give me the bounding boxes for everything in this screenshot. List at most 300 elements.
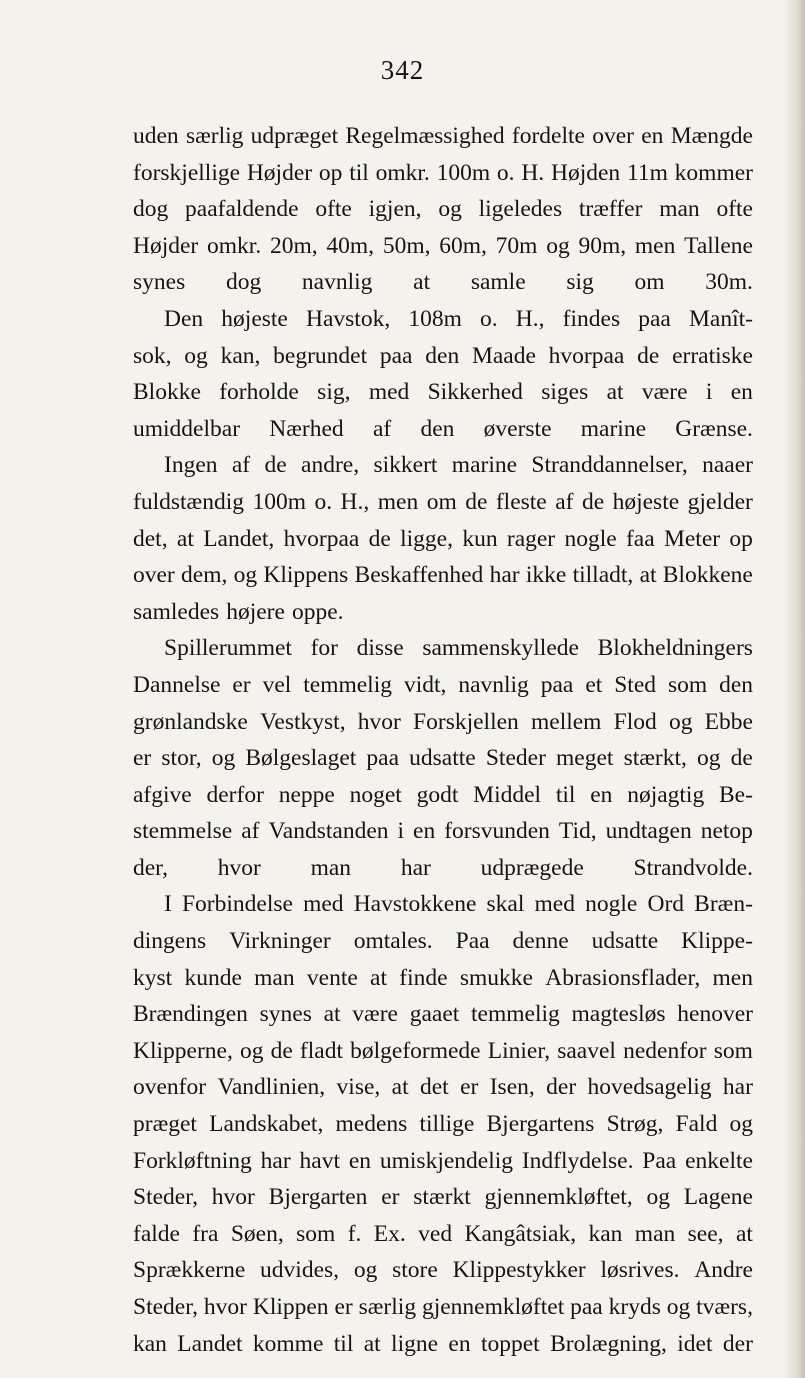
word: kan bbox=[133, 1330, 167, 1357]
word: Strandvolde. bbox=[633, 854, 753, 881]
word: med bbox=[303, 891, 344, 918]
word: har bbox=[722, 1074, 753, 1101]
word: igjen, bbox=[368, 196, 422, 223]
word: hvor bbox=[217, 854, 261, 881]
word: synes bbox=[259, 1001, 312, 1028]
word: netop bbox=[700, 818, 753, 845]
word: tilladt, bbox=[572, 562, 634, 589]
word: den bbox=[420, 415, 455, 442]
word: 108m bbox=[408, 305, 462, 332]
word: hvorpaa bbox=[548, 342, 625, 369]
word: præget bbox=[133, 1111, 197, 1138]
text-line bbox=[133, 635, 753, 672]
word: oppe. bbox=[291, 598, 344, 625]
word: til bbox=[333, 1330, 354, 1357]
word: de bbox=[465, 488, 488, 515]
word: ovenfor bbox=[133, 1074, 207, 1101]
word: fordelte bbox=[511, 123, 585, 149]
word: I bbox=[164, 891, 172, 918]
word: man bbox=[634, 1220, 676, 1247]
word: en bbox=[590, 781, 613, 808]
text-line bbox=[133, 489, 753, 526]
word: men bbox=[712, 964, 753, 991]
word: 11m bbox=[626, 159, 668, 186]
word: Højder bbox=[246, 159, 313, 186]
word: være bbox=[352, 1001, 398, 1028]
word: sikkert bbox=[373, 452, 438, 479]
word: Linier, bbox=[487, 1037, 551, 1064]
word: i bbox=[397, 818, 405, 845]
word: at bbox=[363, 1330, 381, 1357]
text-line bbox=[133, 123, 753, 160]
word: Tallene bbox=[684, 232, 753, 259]
word: for bbox=[310, 635, 338, 662]
word: Bjergarten bbox=[268, 1184, 368, 1211]
word: Indflydelse. bbox=[521, 1147, 634, 1174]
word: der, bbox=[133, 854, 168, 881]
word: paa bbox=[570, 1294, 603, 1320]
word: med bbox=[368, 379, 410, 406]
word: som bbox=[296, 1220, 336, 1247]
word: og bbox=[211, 745, 236, 772]
word: saavel bbox=[557, 1037, 616, 1064]
word: Isen, bbox=[489, 1074, 535, 1101]
word: toppet bbox=[480, 1330, 540, 1357]
word: ligge, bbox=[400, 525, 453, 552]
text-line bbox=[133, 343, 753, 380]
text-line bbox=[133, 379, 753, 416]
word: har bbox=[489, 562, 520, 589]
word: umiddelbar bbox=[133, 415, 241, 442]
word: nedenfor bbox=[623, 1037, 707, 1064]
word: havt bbox=[299, 1147, 340, 1174]
word: Vandstanden bbox=[268, 818, 389, 845]
word: ofte bbox=[315, 196, 352, 223]
text-line bbox=[133, 1221, 753, 1258]
word: ligeledes bbox=[478, 196, 563, 223]
text-line bbox=[133, 855, 753, 892]
word: Fald bbox=[675, 1111, 718, 1138]
word: den bbox=[719, 671, 753, 698]
word: sig bbox=[566, 269, 594, 296]
word: højeste bbox=[221, 305, 288, 332]
text-line bbox=[133, 1001, 753, 1038]
word: ved bbox=[418, 1220, 453, 1247]
word: dog bbox=[133, 196, 169, 223]
word: Tid, bbox=[558, 818, 597, 845]
word: Strøg, bbox=[606, 1111, 664, 1138]
word: en bbox=[730, 379, 753, 406]
word: er bbox=[460, 1074, 479, 1101]
word: Steder bbox=[485, 745, 546, 772]
word: paa bbox=[379, 342, 413, 369]
word: det bbox=[420, 1074, 449, 1101]
word: af bbox=[555, 488, 574, 515]
word: H., bbox=[340, 488, 370, 515]
word: Abrasionsflader, bbox=[545, 964, 701, 991]
text-line bbox=[133, 1331, 753, 1368]
word: Paa bbox=[455, 928, 490, 955]
word: der bbox=[546, 1074, 577, 1101]
word: 30m. bbox=[705, 269, 753, 296]
word: de bbox=[270, 1037, 293, 1064]
word: særlig bbox=[358, 1294, 417, 1320]
word: Steder, bbox=[133, 1184, 198, 1211]
word: fleste bbox=[495, 488, 547, 515]
word: Landskabet, bbox=[209, 1111, 324, 1138]
word: være bbox=[641, 379, 688, 406]
word: vel bbox=[262, 671, 292, 698]
word: at bbox=[606, 379, 624, 406]
word: og bbox=[239, 1037, 264, 1064]
word: siges bbox=[541, 379, 589, 406]
word: som bbox=[713, 1037, 753, 1064]
word: dog bbox=[225, 269, 262, 296]
word: omkr. bbox=[375, 159, 430, 186]
word: fladt bbox=[299, 1037, 343, 1064]
word: Meter bbox=[663, 525, 721, 552]
word: henover bbox=[677, 1001, 753, 1028]
word: 100m bbox=[436, 159, 491, 186]
word: dingens bbox=[133, 928, 207, 955]
word: de bbox=[581, 488, 605, 515]
word: skal bbox=[486, 891, 525, 918]
word: Sted bbox=[614, 671, 656, 698]
word: Sikkerhed bbox=[427, 379, 523, 406]
word: Forskjellen bbox=[413, 708, 519, 735]
word: af bbox=[231, 452, 251, 479]
word: stærkt bbox=[413, 1184, 471, 1211]
word: Havstok, bbox=[306, 305, 391, 332]
word: marine bbox=[580, 415, 647, 442]
word: Mængde bbox=[670, 123, 753, 149]
word: Forbindelse bbox=[181, 891, 293, 918]
word: Klipperne, bbox=[133, 1037, 233, 1064]
word: Bølgeslaget bbox=[245, 745, 357, 772]
text-line bbox=[133, 745, 753, 782]
text-line bbox=[133, 269, 753, 306]
text-line bbox=[133, 1074, 753, 1111]
word: Blokkene bbox=[662, 562, 753, 589]
word: gaaet bbox=[409, 1001, 460, 1028]
word: er bbox=[133, 745, 152, 772]
word: medens bbox=[335, 1111, 408, 1138]
word: synes bbox=[133, 269, 186, 296]
word: meget bbox=[556, 745, 614, 772]
word: op bbox=[729, 525, 753, 552]
word: naaer bbox=[702, 452, 753, 479]
word: sok, bbox=[133, 342, 172, 369]
word: hvor bbox=[357, 708, 401, 735]
word: 70m bbox=[495, 232, 538, 259]
word: Be- bbox=[719, 781, 753, 808]
word: sammenskyllede bbox=[422, 635, 579, 662]
word: Virkninger bbox=[229, 928, 331, 955]
word: Sprækkerne bbox=[133, 1257, 246, 1284]
word: Ex. bbox=[373, 1220, 406, 1247]
word: hvor bbox=[203, 1294, 247, 1320]
word: Paa bbox=[642, 1147, 677, 1174]
word: ligne bbox=[391, 1330, 439, 1357]
word: neppe bbox=[278, 781, 335, 808]
word: af bbox=[372, 415, 392, 442]
word: uden bbox=[133, 123, 179, 149]
word: til bbox=[555, 781, 576, 808]
word: hvorpaa bbox=[283, 525, 360, 552]
word: at bbox=[735, 1220, 753, 1247]
word: træffer bbox=[578, 196, 643, 223]
word: nøjagtig bbox=[627, 781, 705, 808]
word: vise, bbox=[336, 1074, 381, 1101]
word: erratiske bbox=[672, 342, 753, 369]
text-line bbox=[133, 416, 753, 453]
text-line bbox=[133, 965, 753, 1002]
word: og bbox=[668, 708, 693, 735]
word: og bbox=[438, 196, 462, 223]
word: o. bbox=[314, 488, 333, 515]
word: Blokheldningers bbox=[597, 635, 753, 662]
word: og bbox=[697, 745, 721, 772]
word: undtagen bbox=[605, 818, 692, 845]
word: findes bbox=[562, 305, 621, 332]
text-line bbox=[133, 526, 753, 563]
word: Flod bbox=[613, 708, 657, 735]
word: og bbox=[729, 1111, 753, 1138]
word: hovedsagelig bbox=[587, 1074, 712, 1101]
text-line bbox=[133, 233, 753, 270]
word: udprægede bbox=[480, 854, 584, 881]
word: falde bbox=[133, 1220, 180, 1247]
word: kan bbox=[588, 1220, 623, 1247]
word: løsrives. bbox=[600, 1257, 680, 1284]
text-line bbox=[133, 709, 753, 746]
word: kyst bbox=[133, 964, 173, 991]
text-line bbox=[133, 1111, 753, 1148]
word: gjennemkløftet, bbox=[484, 1184, 633, 1211]
word: at bbox=[323, 1001, 341, 1028]
word: Bjergartens bbox=[486, 1111, 595, 1138]
word: rager bbox=[506, 525, 556, 552]
word: har bbox=[400, 854, 431, 881]
word: Vestkyst, bbox=[260, 708, 346, 735]
text-line bbox=[133, 599, 753, 636]
word: de bbox=[264, 452, 287, 479]
word: forskjellige bbox=[133, 159, 241, 186]
word: Brolægning, bbox=[550, 1330, 667, 1357]
word: over bbox=[133, 562, 175, 589]
word: Bræn- bbox=[694, 891, 753, 918]
word: mellem bbox=[530, 708, 602, 735]
word: Nærhed bbox=[269, 415, 344, 442]
text-line bbox=[133, 1148, 753, 1185]
word: man bbox=[254, 964, 295, 991]
text-line bbox=[133, 562, 753, 599]
word: godt bbox=[416, 781, 459, 808]
word: og bbox=[353, 1257, 378, 1284]
word: Højden bbox=[550, 159, 621, 186]
word: at bbox=[391, 1074, 409, 1101]
word: Havstokkene bbox=[353, 891, 477, 918]
word: en bbox=[448, 1330, 471, 1357]
word: at bbox=[176, 525, 194, 552]
word: vidt, bbox=[403, 671, 447, 698]
word: store bbox=[392, 1257, 438, 1284]
word: Søen, bbox=[230, 1220, 284, 1247]
word: kryds bbox=[608, 1294, 661, 1320]
word: stemmelse bbox=[133, 818, 233, 845]
word: samledes bbox=[133, 598, 220, 625]
word: Dannelse bbox=[133, 671, 221, 698]
word: 90m, bbox=[578, 232, 627, 259]
word: see, bbox=[687, 1220, 724, 1247]
word: begrundet bbox=[273, 342, 368, 369]
word: 40m, bbox=[326, 232, 375, 259]
body-text bbox=[133, 123, 753, 1367]
word: nogle bbox=[585, 891, 638, 918]
word: de bbox=[368, 525, 391, 552]
word: kommer bbox=[674, 159, 753, 186]
word: Steder, bbox=[133, 1294, 198, 1320]
word: f. bbox=[347, 1220, 362, 1247]
word: Andre bbox=[694, 1257, 753, 1284]
word: er bbox=[381, 1184, 400, 1211]
text-line bbox=[133, 782, 753, 819]
word: gjelder bbox=[687, 488, 753, 515]
word: som bbox=[667, 671, 708, 698]
word: disse bbox=[356, 635, 404, 662]
word: kun bbox=[462, 525, 498, 552]
word: ikke bbox=[525, 562, 567, 589]
text-line bbox=[133, 928, 753, 965]
word: Spillerummet bbox=[164, 635, 292, 662]
text-line bbox=[133, 196, 753, 233]
word: tillige bbox=[419, 1111, 475, 1138]
page-number: 342 bbox=[380, 55, 425, 85]
word: o. bbox=[496, 159, 515, 186]
word: med bbox=[534, 891, 575, 918]
word: stærkt, bbox=[623, 745, 687, 772]
word: dem, bbox=[181, 562, 228, 589]
word: andre, bbox=[301, 452, 360, 479]
word: 50m, bbox=[382, 232, 431, 259]
word: man bbox=[659, 196, 700, 223]
word: op bbox=[318, 159, 343, 186]
word: af bbox=[241, 818, 260, 845]
word: er bbox=[334, 1294, 353, 1320]
word: og bbox=[646, 1184, 670, 1211]
word: Vandlinien, bbox=[217, 1074, 326, 1101]
word: Beskaffenhed bbox=[354, 562, 484, 589]
word: Den bbox=[164, 305, 204, 332]
word: stor, bbox=[161, 745, 202, 772]
word: komme bbox=[252, 1330, 324, 1357]
word: bølgeformede bbox=[350, 1037, 481, 1064]
word: Blokke bbox=[133, 379, 201, 406]
word: vente bbox=[306, 964, 358, 991]
word: Regelmæssighed bbox=[345, 123, 505, 149]
word: og bbox=[546, 232, 570, 259]
word: Højder bbox=[133, 232, 199, 259]
word: fra bbox=[192, 1220, 219, 1247]
word: Kangâtsiak, bbox=[464, 1220, 577, 1247]
word: omkr. bbox=[207, 232, 262, 259]
word: sig, bbox=[317, 379, 351, 406]
word: Manît- bbox=[689, 305, 753, 332]
word: forsvunden bbox=[444, 818, 550, 845]
word: magtesløs bbox=[571, 1001, 666, 1028]
word: i bbox=[705, 379, 713, 406]
word: højere bbox=[226, 598, 285, 625]
word: udvides, bbox=[260, 1257, 340, 1284]
word: kan, bbox=[220, 342, 261, 369]
word: de bbox=[637, 342, 660, 369]
word: særlig bbox=[185, 123, 244, 149]
word: er bbox=[232, 671, 251, 698]
word: udsatte bbox=[409, 745, 476, 772]
word: men bbox=[377, 488, 419, 515]
word: denne bbox=[512, 928, 569, 955]
text-line bbox=[133, 1184, 753, 1221]
word: tværs, bbox=[696, 1294, 753, 1320]
word: 60m, bbox=[439, 232, 487, 259]
word: Middel bbox=[473, 781, 542, 808]
word: finde bbox=[399, 964, 448, 991]
word: Ord bbox=[647, 891, 685, 918]
word: en bbox=[641, 123, 664, 149]
word: om bbox=[426, 488, 457, 515]
word: smukke bbox=[459, 964, 533, 991]
word: Stranddannelser, bbox=[531, 452, 688, 479]
word: Klippen bbox=[252, 1294, 329, 1320]
word: hvor bbox=[211, 1184, 255, 1211]
word: Ingen bbox=[164, 452, 218, 479]
word: Brændingen bbox=[133, 1001, 248, 1028]
word: at bbox=[639, 562, 657, 589]
word: men bbox=[634, 232, 676, 259]
word: det, bbox=[133, 525, 168, 552]
word: grønlandske bbox=[133, 708, 248, 735]
word: 100m bbox=[252, 488, 306, 515]
word: og bbox=[666, 1294, 691, 1320]
word: Forkløftning bbox=[133, 1147, 252, 1174]
word: fuldstændig bbox=[133, 488, 244, 515]
word: paa bbox=[540, 671, 574, 698]
word: de bbox=[730, 745, 753, 772]
word: en bbox=[413, 818, 436, 845]
word: over bbox=[592, 123, 634, 149]
word: H. bbox=[521, 159, 545, 186]
text-line bbox=[133, 452, 753, 489]
word: udsatte bbox=[591, 928, 659, 955]
word: enkelte bbox=[685, 1147, 753, 1174]
word: gjennemkløftet bbox=[421, 1294, 565, 1320]
word: Klippens bbox=[263, 562, 349, 589]
word: navnlig bbox=[458, 671, 529, 698]
word: Lagene bbox=[683, 1184, 753, 1211]
word: idet bbox=[677, 1330, 713, 1357]
word: forholde bbox=[219, 379, 299, 406]
word: Maade bbox=[471, 342, 536, 369]
word: man bbox=[310, 854, 352, 881]
word: har bbox=[260, 1147, 291, 1174]
word: ofte bbox=[716, 196, 753, 223]
word: udpræget bbox=[250, 123, 339, 149]
word: 20m, bbox=[269, 232, 318, 259]
word: Grænse. bbox=[675, 415, 753, 442]
word: at bbox=[413, 269, 431, 296]
text-line bbox=[133, 818, 753, 855]
word: øverste bbox=[483, 415, 552, 442]
